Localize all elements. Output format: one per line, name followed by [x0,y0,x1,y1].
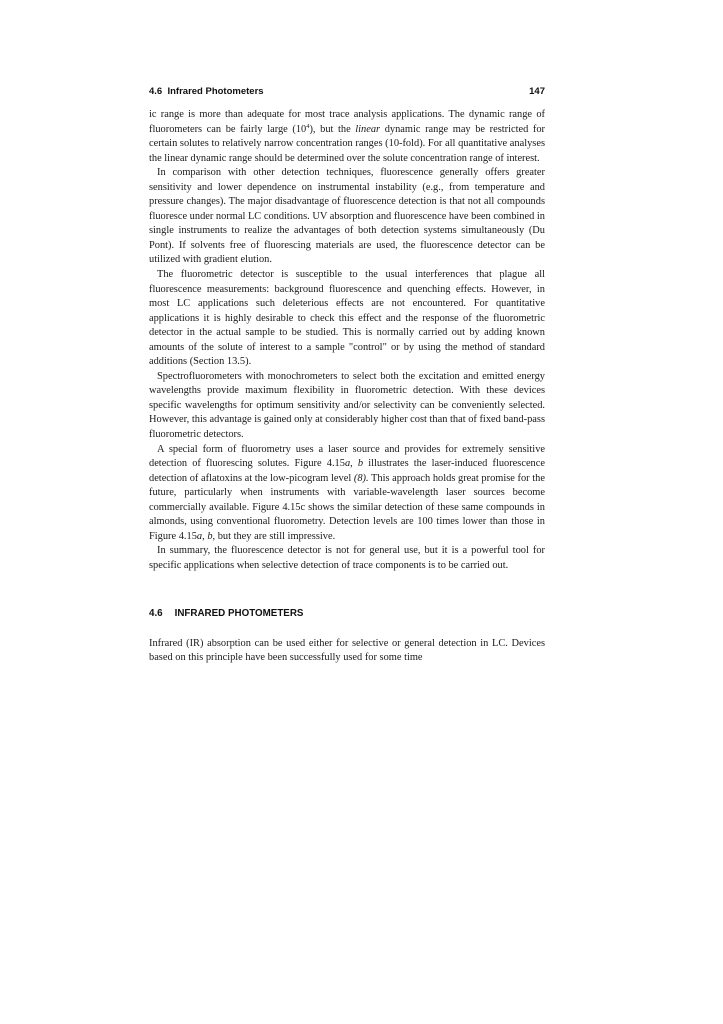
running-head [149,86,545,100]
paragraph-5 [149,443,545,545]
paragraph-5-text-a: A special form of fluorometry uses a laser source and provides for extremely sensitive detection of fluorescing solutes. Figure 4.15 [149,443,545,470]
italic-linear: linear [355,123,381,135]
paragraph-4: Spectrofluorometers with monochrometers to select both the excitation and emitted energy wavelengths provide maximum flexibility in fluorometric detection. With these devices specific wavelengths for optimum sensitivity and/or selectivity can be conveniently selected. However, this advantage is gained only at considerably higher cost than that of fixed band-pass fluorometric detectors. [149,370,545,441]
page-number: 147 [529,86,545,97]
paragraph-5-text-b: illustrates the laser-induced fluorescence detection of aflatoxins at the low-picogram level [149,458,545,484]
running-title: 4.6 Infrared Photometers [149,86,264,97]
paragraph-1-text-b: ), but the [309,123,356,135]
section-body [149,637,545,666]
paragraph-3: The fluorometric detector is susceptible to the usual interferences that plague all fluorescence measurements: background fluorescence and quenching effects. However, in most LC applications such deleterious effects are not encountered. For quantitative applications it is highly desirable to check this effect and the response of the fluorometric detector in the actual sample to be studied. This is normally carried out by adding known amounts of the solute of interest to a sample "control" or by using the method of standard additions (Section 13.5). [149,269,545,368]
paragraph-2: In comparison with other detection techniques, fluorescence generally offers greater sensitivity and lower dependence on instrumental instability (e.g., from temperature and pressure changes). The major disadvantage of fluorescence detection is that not all compounds fluoresce under normal LC conditions. UV absorption and fluorescence have been combined in single instruments to realize the advantages of both detection systems simultaneously (Du Pont). If solvents free of fluorescing materials are used, the fluorescence detector can be utilized with gradient elution. [149,167,545,266]
body-text [149,108,545,574]
paragraph-1-text-a: ic range is more than adequate for most trace analysis applications. The dynamic range of fluorometers can be fairly large (10 [149,109,545,135]
italic-reference: (8). [353,472,369,484]
paragraph-5-text-d: , but they are still impressive. [212,530,336,542]
paragraph-1-text-c: dynamic range may be restricted for certain solutes to relatively narrow concentration ranges (10-fold). For all quantitative analyses the linear dynamic range should be determined over the solute concentration range of interest. [149,123,545,164]
section-paragraph: Infrared (IR) absorption can be used either for selective or general detection in LC. Devices based on this principle have been successfully used for some time [149,637,545,664]
paragraph-5-sep-2: , [202,530,208,542]
section-number: 4.6 [149,607,163,619]
italic-b-2: b [207,530,213,542]
paragraph-6: In summary, the fluorescence detector is not for general use, but it is a powerful tool for specific applications when selective detection of trace components is to be carried out. [149,545,545,571]
superscript: 4 [306,122,310,130]
italic-b: b [357,458,364,470]
section-heading [149,608,545,619]
paragraph-1 [149,108,545,166]
paragraph-5-sep: , [350,458,358,470]
page [149,86,545,666]
italic-a-2: a [196,530,203,542]
italic-a: a [344,458,351,470]
section-title: INFRARED PHOTOMETERS [174,607,304,619]
paragraph-5-text-c: This approach holds great promise for the future, particularly when instruments with variable-wavelength laser sources become commercially available. Figure 4.15c shows the similar detection of these same compounds in almonds, using conventional fluorometry. Detection levels are 100 times lower than those in Figure 4.15 [149,472,545,542]
